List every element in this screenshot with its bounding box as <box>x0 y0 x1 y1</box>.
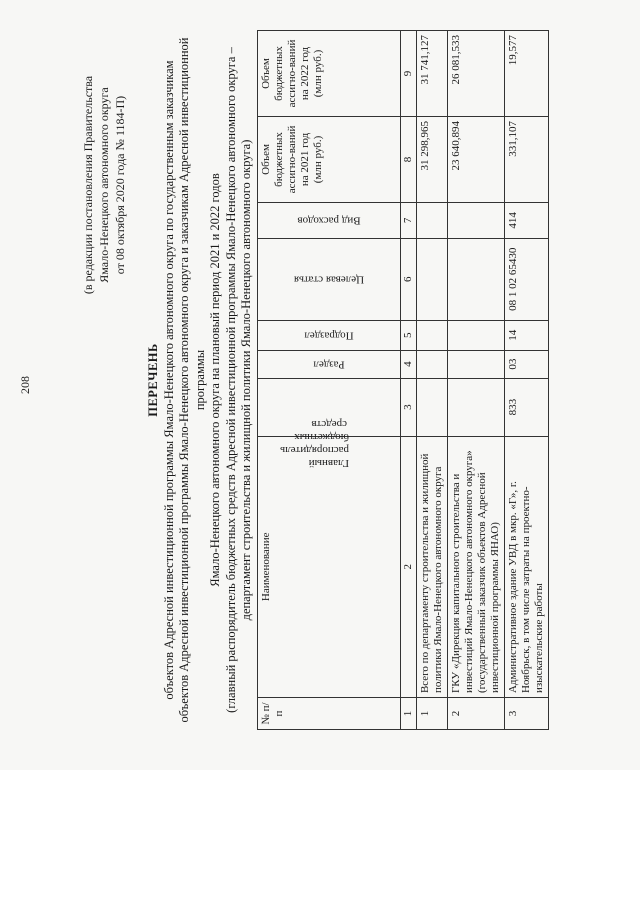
header-num: № п/п <box>258 698 401 730</box>
col-number: 4 <box>401 350 417 378</box>
amendment-line: Ямало-Ненецкого автономного округа <box>97 87 111 283</box>
header-vol2021: Объем бюджетных ассигно-ваний на 2021 год (млн руб.) <box>258 116 401 202</box>
header-subsection: Подраздел <box>258 320 401 350</box>
row-grbs <box>448 378 505 436</box>
amendment-line: от 08 октября 2020 года № 1184-П) <box>113 95 127 275</box>
subtitle-line: Ямало-Ненецкого автономного округа на плановый период 2021 и 2022 годов <box>208 173 222 587</box>
row-vol2022: 26 081,533 <box>448 31 505 117</box>
row-subsection <box>417 320 448 350</box>
row-vol2021: 23 640,894 <box>448 116 505 202</box>
row-subsection <box>448 320 505 350</box>
col-number: 3 <box>401 378 417 436</box>
header-target: Целевая статья <box>258 238 401 320</box>
subtitle-line: департамент строительства и жилищной политики Ямало-Ненецкого автономного округа) <box>239 139 253 621</box>
amendment-note <box>80 60 128 310</box>
row-target <box>417 238 448 320</box>
col-number: 2 <box>401 436 417 698</box>
row-name: Административное здание УВД в мкр. «Г», г. Ноябрьск, в том числе затраты на проектно-изыскательские работы <box>505 436 549 698</box>
row-exp-type <box>448 202 505 238</box>
row-name: ГКУ «Дирекция капитального строительства и инвестиций Ямало-Ненецкого автономного округа» (государственный заказчик объектов Адресной инвестиционной программы ЯНАО) <box>448 436 505 698</box>
row-vol2022: 31 741,127 <box>417 31 448 117</box>
row-grbs <box>417 378 448 436</box>
row-vol2022: 19,577 <box>505 31 549 117</box>
row-target: 08 1 02 65430 <box>505 238 549 320</box>
row-subsection: 14 <box>505 320 549 350</box>
header-vol2022: Объем бюджетных ассигно-ваний на 2022 год (млн руб.) <box>258 31 401 117</box>
row-vol2021: 31 298,965 <box>417 116 448 202</box>
amendment-line: (в редакции постановления Правительства <box>81 75 95 295</box>
row-target <box>448 238 505 320</box>
row-num: 2 <box>448 698 505 730</box>
header-name: Наименование <box>258 436 401 698</box>
header-section: Раздел <box>258 350 401 378</box>
row-section: 03 <box>505 350 549 378</box>
row-exp-type: 414 <box>505 202 549 238</box>
document-title: ПЕРЕЧЕНЬ <box>146 343 160 417</box>
objects-table <box>257 30 549 730</box>
row-exp-type <box>417 202 448 238</box>
subtitle-line: объектов Адресной инвестиционной программы Ямало-Ненецкого автономного округа и заказчикам Адресной инвестиционной программы <box>177 37 207 723</box>
table-header-row <box>258 31 401 730</box>
blank-area <box>0 770 640 905</box>
header-exp-type: Вид расходов <box>258 202 401 238</box>
column-number-row <box>401 31 417 730</box>
subtitle-line: (главный распорядитель бюджетных средств Адресной инвестиционной программы Ямало-Ненецкого автономного округа – <box>223 47 238 713</box>
row-vol2021: 331,107 <box>505 116 549 202</box>
row-grbs: 833 <box>505 378 549 436</box>
row-num: 1 <box>417 698 448 730</box>
col-number: 7 <box>401 202 417 238</box>
header-grbs: Главный распорядитель бюджетных средств <box>258 378 401 436</box>
table-row <box>417 31 448 730</box>
row-section <box>417 350 448 378</box>
row-section <box>448 350 505 378</box>
table-row <box>505 31 549 730</box>
col-number: 6 <box>401 238 417 320</box>
col-number: 8 <box>401 116 417 202</box>
subtitle-line: объектов Адресной инвестиционной программы Ямало-Ненецкого автономного округа по государственным заказчикам <box>161 60 176 700</box>
col-number: 9 <box>401 31 417 117</box>
row-num: 3 <box>505 698 549 730</box>
col-number: 5 <box>401 320 417 350</box>
col-number: 1 <box>401 698 417 730</box>
document-heading <box>146 30 255 730</box>
page-number: 208 <box>18 376 32 394</box>
row-name: Всего по департаменту строительства и жилищной политики Ямало-Ненецкого автономного округа <box>417 436 448 698</box>
table-row <box>448 31 505 730</box>
